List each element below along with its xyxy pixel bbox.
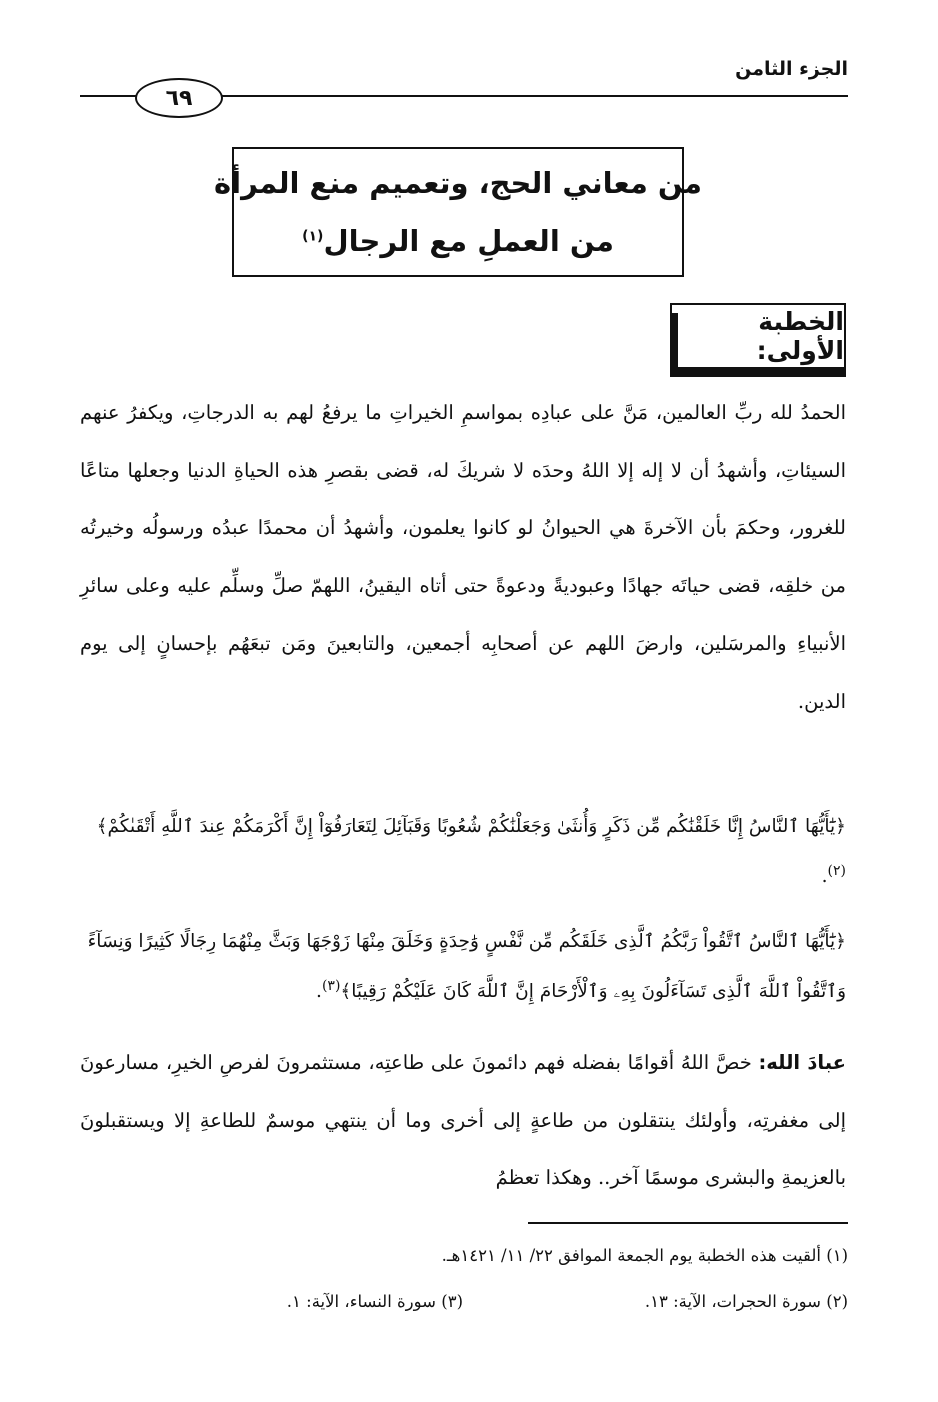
section-heading-first-sermon: الخطبة الأولى:: [670, 303, 846, 369]
closing-paragraph: [80, 1034, 846, 1207]
footnote-1: (١) ألقيت هذه الخطبة يوم الجمعة الموافق ٢٢/ ١١/ ١٤٢١هـ.: [441, 1246, 848, 1265]
title-footnote-ref: (١): [302, 228, 324, 245]
sermon-title-line-1: من معاني الحج، وتعميم منع المرأة: [214, 166, 702, 200]
sermon-title-line-2: [302, 212, 614, 270]
verse-1-footnote-ref: (٢): [827, 862, 846, 879]
verse-2-footnote-ref: (٣): [321, 977, 341, 994]
running-header-title: الجزء الثامن: [735, 58, 848, 80]
quran-verse-1-text: ﴿يَٰٓأَيُّهَا ٱلنَّاسُ إِنَّا خَلَقْنَٰكُم مِّن ذَكَرٍ وَأُنثَىٰ وَجَعَلْنَٰكُمْ شُعُوبًا وَقَبَآئِلَ لِتَعَارَفُوٓاْ إِنَّ أَكْرَمَكُمْ عِندَ ٱللَّهِ أَتْقَىٰكُمْ﴾: [96, 816, 846, 837]
quran-verse-1: ﴿يَٰٓأَيُّهَا ٱلنَّاسُ إِنَّا خَلَقْنَٰكُم مِّن ذَكَرٍ وَأُنثَىٰ وَجَعَلْنَٰكُمْ شُعُوبًا وَقَبَآئِلَ لِتَعَارَفُوٓاْ إِنَّ أَكْرَمَكُمْ عِندَ ٱللَّهِ أَتْقَىٰكُمْ﴾$^{(٢)}$.: [96, 816, 846, 887]
quran-verse-2: ﴿يَٰٓأَيُّهَا ٱلنَّاسُ ٱتَّقُواْ رَبَّكُمُ ٱلَّذِى خَلَقَكُم مِّن نَّفْسٍ وَٰحِدَةٍ وَخَلَقَ مِنْهَا زَوْجَهَا وَبَثَّ مِنْهُمَا رِجَالًا كَثِيرًا وَنِسَآءً وَٱتَّقُواْ ٱللَّهَ ٱلَّذِى تَسَآءَلُونَ بِهِۦ وَٱلْأَرْحَامَ إِنَّ ٱللَّهَ كَانَ عَلَيْكُمْ رَقِيبًا﴾$^{(٣)}$.: [87, 931, 846, 1002]
page-number: ٦٩: [135, 78, 223, 118]
section-heading-shadow: [670, 369, 846, 377]
closing-paragraph-text: خصَّ اللهُ أقوامًا بفضله فهم دائمونَ على طاعتِه، مستثمرونَ لفرصِ الخيرِ، مسارعونَ إلى مغفرتِه، وأولئك ينتقلون من طاعةٍ إلى أخرى وما أن ينتهي موسمٌ للطاعةِ إلا ويستقبلونَ بالعزيمةِ والبشرى موسمًا آخر.. وهكذا تعظمُ: [80, 1051, 846, 1189]
closing-lead: عبادَ الله:: [758, 1051, 846, 1074]
footnote-rule: [528, 1222, 848, 1224]
opening-paragraph: [80, 384, 846, 730]
opening-paragraph-text: الحمدُ لله ربِّ العالمين، مَنَّ على عبادِه بمواسمِ الخيراتِ ما يرفعُ لهم به الدرجاتِ، ويكفرُ عنهم السيئاتِ، وأشهدُ أن لا إله إلا اللهُ وحدَه لا شريكَ له، قضى بقصرِ هذه الحياةِ الدنيا وجعلها متاعًا للغرور، وحكمَ بأن الآخرةَ هي الحيوانُ لو كانوا يعلمون، وأشهدُ أن محمدًا عبدُه ورسولُه وخيرتُه من خلقِه، قضى حياتَه جهادًا وعبوديةً ودعوةً حتى أتاه اليقينُ، اللهمّ صلِّ وسلِّم عليه وعلى سائرِ الأنبياءِ والمرسَلين، وارضَ اللهم عن أصحابِه أجمعين، والتابعينَ ومَن تبعَهُم بإحسانٍ إلى يوم الدين.: [80, 401, 846, 713]
sermon-title-box: [214, 147, 702, 277]
footnote-2: (٢) سورة الحجرات، الآية: ١٣.: [644, 1292, 848, 1311]
footnote-3: (٣) سورة النساء، الآية: ١.: [286, 1292, 463, 1311]
quran-verse-2-text: ﴿يَٰٓأَيُّهَا ٱلنَّاسُ ٱتَّقُواْ رَبَّكُمُ ٱلَّذِى خَلَقَكُم مِّن نَّفْسٍ وَٰحِدَةٍ وَخَلَقَ مِنْهَا زَوْجَهَا وَبَثَّ مِنْهُمَا رِجَالًا كَثِيرًا وَنِسَآءً وَٱتَّقُواْ ٱللَّهَ ٱلَّذِى تَسَآءَلُونَ بِهِۦ وَٱلْأَرْحَامَ إِنَّ ٱللَّهَ كَانَ عَلَيْكُمْ رَقِيبًا﴾: [87, 931, 846, 1002]
sermon-title-line-2-text: من العملِ مع الرجال: [323, 224, 614, 258]
